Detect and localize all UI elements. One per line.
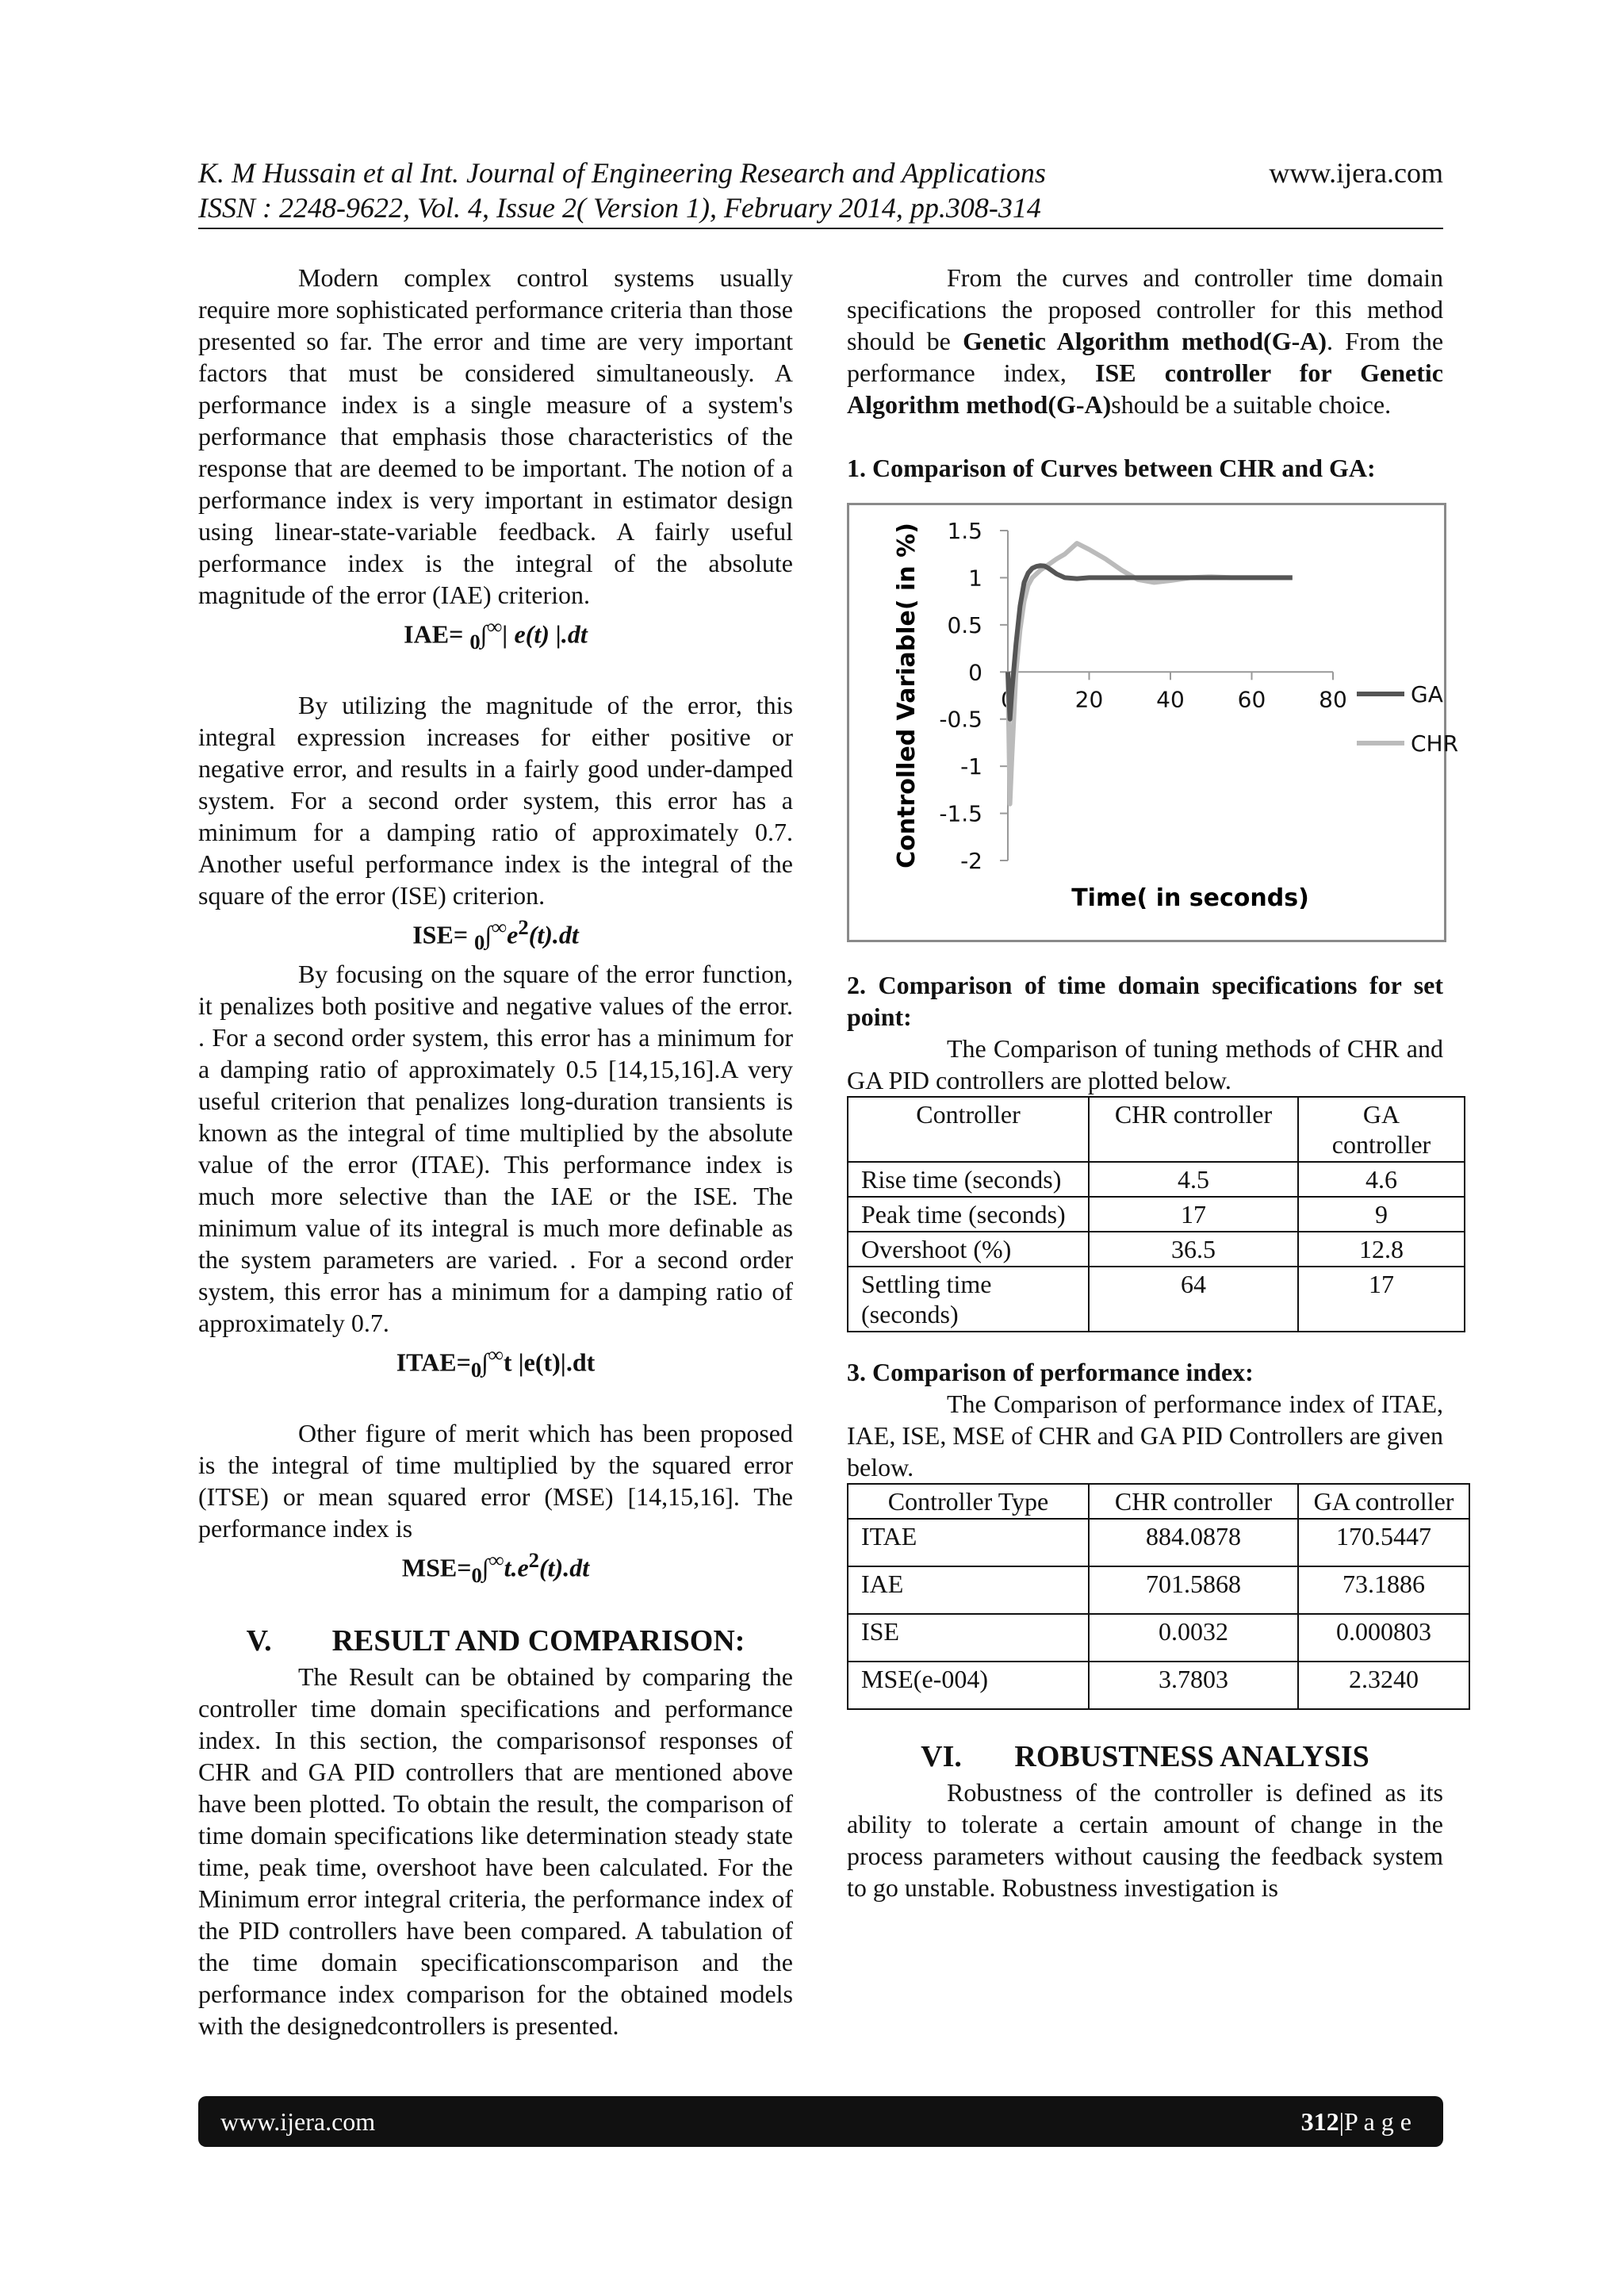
paragraph-conclusion: From the curves and controller time domain specifications the proposed controller for this method should be Genetic Algorithm method(G-A). From the performance index, ISE controller for Genetic Algorithm method(G-A)should be a suitable choice. xyxy=(847,263,1444,419)
section-robustness-heading: VI. ROBUSTNESS ANALYSIS xyxy=(921,1740,1369,1773)
table-header-cell: CHR controller xyxy=(1089,1097,1298,1162)
legend-label-ga: GA xyxy=(1411,681,1443,707)
table-cell: 17 xyxy=(1089,1197,1298,1232)
table-header-cell: Controller Type xyxy=(848,1484,1089,1519)
left-column xyxy=(198,262,793,2041)
table-cell: 64 xyxy=(1089,1267,1298,1332)
table-cell: Rise time (seconds) xyxy=(848,1162,1089,1197)
chart-svg xyxy=(849,505,1459,940)
table-cell: 701.5868 xyxy=(1089,1566,1298,1614)
y-tick-label: 1.5 xyxy=(947,518,982,544)
table-cell: 17 xyxy=(1298,1267,1465,1332)
y-tick-label: -1.5 xyxy=(939,800,982,827)
footer-site-link[interactable]: www.ijera.com xyxy=(220,2107,376,2136)
table-row xyxy=(848,1566,1469,1614)
x-tick-label: 0 xyxy=(1001,686,1015,713)
table-row xyxy=(848,1197,1465,1232)
table-cell: ISE xyxy=(848,1614,1089,1662)
table-cell: ITAE xyxy=(848,1519,1089,1566)
table-cell: 4.6 xyxy=(1298,1162,1465,1197)
table-cell: 2.3240 xyxy=(1298,1662,1469,1709)
table-header-cell: Controller xyxy=(848,1097,1089,1162)
paragraph-performance-comparison: The Comparison of performance index of ITAE, IAE, ISE, MSE of CHR and GA PID Controllers are given below. xyxy=(847,1389,1443,1481)
equation-ise: $ISE= _0\int^\infty e^2(t).dt$ xyxy=(412,915,579,955)
table-cell: MSE(e-004) xyxy=(848,1662,1089,1709)
y-tick-label: 0.5 xyxy=(947,611,982,638)
page-number: 312|P a g e xyxy=(1300,2107,1411,2136)
header-rule xyxy=(198,228,1443,229)
y-tick-label: -0.5 xyxy=(939,706,982,733)
table-cell: Overshoot (%) xyxy=(848,1232,1089,1267)
table-header-cell: GA controller xyxy=(1298,1097,1465,1162)
y-tick-label: 0 xyxy=(968,659,982,686)
response-chart xyxy=(847,503,1459,942)
heading-time-domain: 2. Comparison of time domain specifications for set point: xyxy=(847,971,1443,1031)
table-cell: 73.1886 xyxy=(1298,1566,1469,1614)
heading-curve-comparison: 1. Comparison of Curves between CHR and GA: xyxy=(847,454,1376,482)
table-cell: 0.0032 xyxy=(1089,1614,1298,1662)
equation-itae: $ITAE=_0\int^\infty t$ |e(t)|.dt xyxy=(396,1343,596,1382)
table-cell: Settling time (seconds) xyxy=(848,1267,1089,1332)
right-column xyxy=(847,262,1459,1903)
series-line-chr xyxy=(1008,543,1293,804)
table-row xyxy=(848,1232,1465,1267)
legend-label-chr: CHR xyxy=(1411,730,1459,757)
table-header-row xyxy=(848,1484,1469,1519)
heading-performance-index: 3. Comparison of performance index: xyxy=(847,1358,1254,1386)
table-row xyxy=(848,1614,1469,1662)
paragraph-ise: By focusing on the square of the error function, it penalizes both positive and negative values of the error. . For a second order system, this error has a minimum for a damping ratio of approximately 0.5 [14,15,16].A very useful criterion that penalizes long-duration transients is known as the integral of time multiplied by the absolute value of the error (ITAE). This performance index is much more selective than the IAE or the ISE. The minimum value of its integral is much more definable as the system parameters are varied. . For a second order system, this error has a minimum for a damping ratio of approximately 0.7. xyxy=(198,960,793,1338)
performance-index-table xyxy=(847,1483,1470,1710)
table-row xyxy=(848,1267,1465,1332)
journal-site[interactable]: www.ijera.com xyxy=(1269,157,1443,189)
paragraph-performance-index: Modern complex control systems usually require more sophisticated performance criteria than those presented so far. The error and time are very important factors that must be considered simultaneously. A performance index is a single measure of a system's performance that emphasis those characteristics of the response that are deemed to be important. The notion of a performance index is very important in estimator design using linear-state-variable feedback. A fairly useful performance index is the integral of the absolute magnitude of the error (IAE) criterion. xyxy=(198,263,793,609)
paragraph-robustness: Robustness of the controller is defined as its ability to tolerate a certain amount of change in the process parameters without causing the feedback system to go unstable. Robustness investigation is xyxy=(847,1778,1443,1902)
paragraph-iae: By utilizing the magnitude of the error, this integral expression increases for either positive or negative error, and results in a fairly good under-damped system. For a second order system, this error has a minimum for a damping ratio of approximately 0.7. Another useful performance index is the integral of the square of the error (ISE) criterion. xyxy=(198,691,793,910)
equation-mse: $MSE=_0\int^\infty t.e^2(t).dt$ xyxy=(401,1548,590,1588)
section-result-heading: V. RESULT AND COMPARISON: xyxy=(246,1624,745,1658)
table-cell: 4.5 xyxy=(1089,1162,1298,1197)
y-tick-label: -2 xyxy=(960,848,982,874)
page-header xyxy=(198,155,1443,225)
y-axis-label: Controlled Variable( in %) xyxy=(893,523,921,868)
table-header-cell: CHR controller xyxy=(1089,1484,1298,1519)
table-row xyxy=(848,1162,1465,1197)
time-domain-table xyxy=(847,1096,1465,1332)
x-tick-label: 20 xyxy=(1074,686,1104,713)
table-header-row xyxy=(848,1097,1465,1162)
table-cell: 3.7803 xyxy=(1089,1662,1298,1709)
x-axis-label: Time( in seconds) xyxy=(1071,884,1309,912)
y-tick-label: -1 xyxy=(960,753,982,780)
table-cell: 36.5 xyxy=(1089,1232,1298,1267)
x-tick-label: 60 xyxy=(1237,686,1266,713)
issn-line: ISSN : 2248-9622, Vol. 4, Issue 2( Version 1), February 2014, pp.308-314 xyxy=(198,192,1041,224)
journal-line: K. M Hussain et al Int. Journal of Engineering Research and Applications xyxy=(198,157,1046,189)
table-header-cell: GA controller xyxy=(1298,1484,1469,1519)
table-cell: 170.5447 xyxy=(1298,1519,1469,1566)
x-tick-label: 40 xyxy=(1156,686,1185,713)
table-cell: 9 xyxy=(1298,1197,1465,1232)
table-row xyxy=(848,1662,1469,1709)
page-footer xyxy=(198,2096,1443,2147)
y-tick-label: 1 xyxy=(968,565,982,592)
equation-iae: IAE= $_0$∫∞| e(t) |.dt xyxy=(404,615,588,654)
table-row xyxy=(848,1519,1469,1566)
paragraph-mse: Other figure of merit which has been proposed is the integral of time multiplied by the squared error (ITSE) or mean squared error (MSE) [14,15,16]. The performance index is xyxy=(198,1419,793,1543)
x-tick-label: 80 xyxy=(1319,686,1347,713)
paragraph-time-domain: The Comparison of tuning methods of CHR and GA PID controllers are plotted below. xyxy=(847,1034,1443,1094)
table-cell: Peak time (seconds) xyxy=(848,1197,1089,1232)
table-cell: 884.0878 xyxy=(1089,1519,1298,1566)
table-cell: IAE xyxy=(848,1566,1089,1614)
paragraph-result: The Result can be obtained by comparing the controller time domain specifications and performance index. In this section, the comparisonsof responses of CHR and GA PID controllers that are mentioned above have been plotted. To obtain the result, the comparison of time domain specifications like determination steady state time, peak time, overshoot have been calculated. For the Minimum error integral criteria, the performance index of the PID controllers have been compared. A tabulation of the time domain specificationscomparison and the performance index comparison for the obtained models with the designedcontrollers is presented. xyxy=(198,1662,793,2041)
table-cell: 12.8 xyxy=(1298,1232,1465,1267)
table-cell: 0.000803 xyxy=(1298,1614,1469,1662)
